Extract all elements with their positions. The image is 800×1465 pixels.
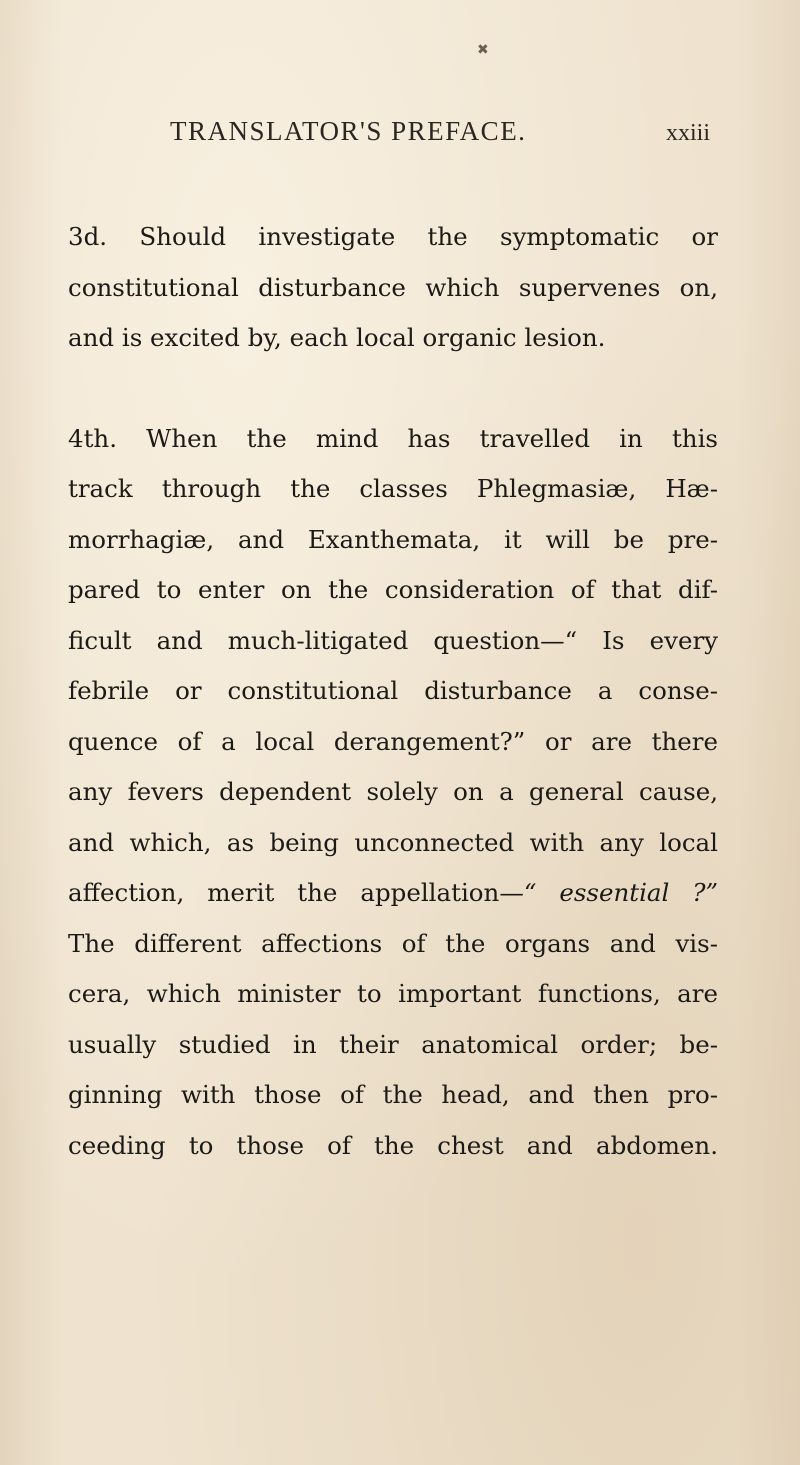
text-line: usually studied in their anatomical order; be-	[68, 1029, 718, 1059]
text-line: morrhagiæ, and Exanthemata, it will be pre-	[68, 524, 718, 554]
running-title: TRANSLATOR'S PREFACE.	[170, 116, 527, 146]
text-line: and which, as being unconnected with any local	[68, 827, 718, 857]
text-line: 4th. When the mind has travelled in this	[68, 423, 718, 453]
text-line: track through the classes Phlegmasiæ, Hæ-	[68, 474, 718, 503]
text-line-with-italic	[68, 868, 718, 919]
page-number: xxiii	[665, 120, 710, 146]
paragraph-fourth-point	[68, 414, 718, 1172]
line-prefix: affection, merit the appellation—	[68, 878, 524, 907]
text-line: any fevers dependent solely on a general cause,	[68, 777, 718, 806]
printer-mark: ✖	[477, 42, 489, 58]
text-line: The different affections of the organs and vis-	[68, 928, 718, 958]
text-line: cera, which minister to important functions, are	[68, 979, 718, 1008]
body-text	[68, 212, 718, 1171]
text-line: constitutional disturbance which supervenes on,	[68, 272, 718, 302]
text-line: febrile or constitutional disturbance a conse-	[68, 676, 718, 705]
text-line: ginning with those of the head, and then pro-	[68, 1080, 718, 1109]
text-line: pared to enter on the consideration of that dif-	[68, 575, 718, 604]
text-line: quence of a local derangement?” or are there	[68, 726, 718, 756]
text-line: ficult and much-litigated question—“ Is every	[68, 625, 718, 655]
text-line: and is excited by, each local organic lesion.	[68, 323, 606, 352]
page-header	[170, 116, 710, 156]
text-line: 3d. Should investigate the symptomatic or	[68, 222, 718, 251]
italic-term: “ essential ?”	[523, 878, 719, 907]
paragraph-third-point	[68, 212, 718, 364]
text-line: ceeding to those of the chest and abdomen.	[68, 1130, 718, 1160]
